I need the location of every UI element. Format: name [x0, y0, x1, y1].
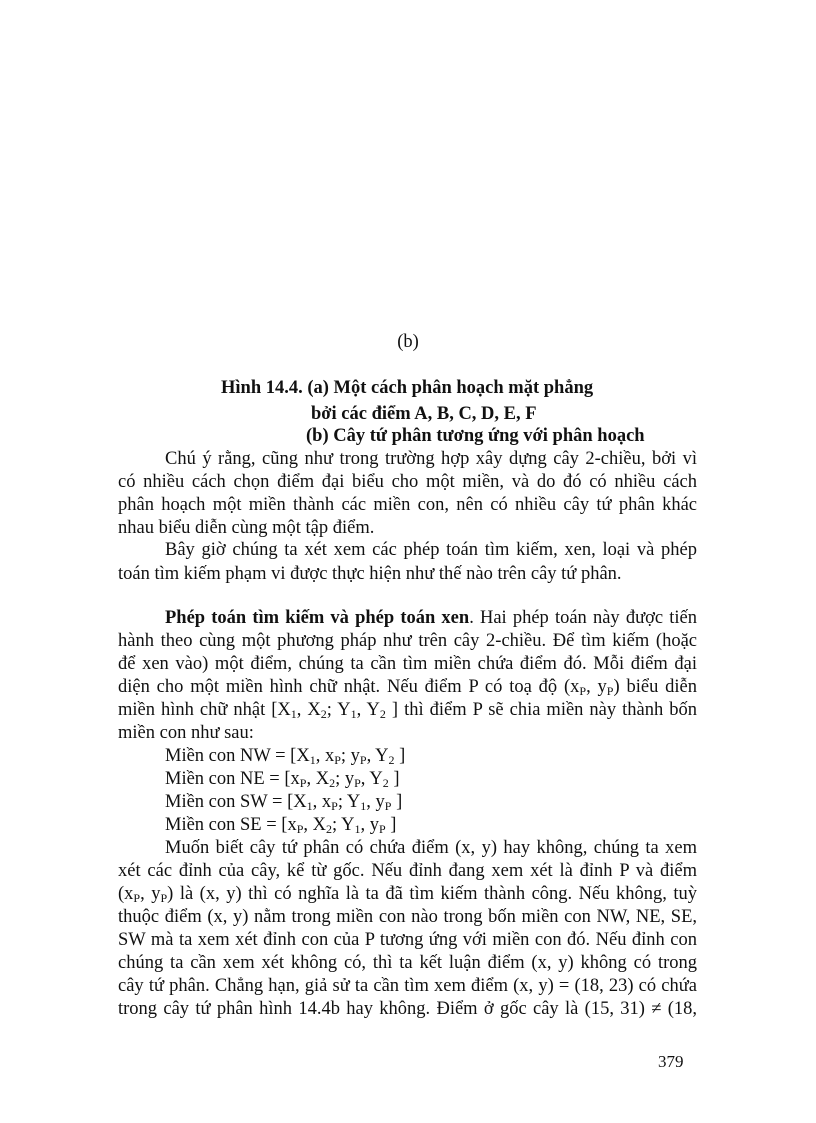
paragraph-2-line-2: toán tìm kiếm phạm vi được thực hiện như thế nào trên cây tứ phân. [118, 564, 622, 584]
paragraph-4-line-7: cây tứ phân. Chẳng hạn, giả sử ta cần tìm xem điểm (x, y) = (18, 23) có chứa [118, 976, 697, 996]
figure-caption-line-2: bởi các điểm A, B, C, D, E, F [311, 404, 537, 424]
paragraph-4-line-6: chúng ta cần xem xét không có, thì ta kết luận điểm (x, y) không có trong [118, 953, 697, 973]
page-number: 379 [658, 1052, 684, 1071]
paragraph-3-line-4: diện cho một miền hình chữ nhật. Nếu điểm P có toạ độ ($x_P$, $y_P$) biểu diễn [118, 677, 698, 698]
paragraph-2-line-1: Bây giờ chúng ta xét xem các phép toán tìm kiếm, xen, loại và phép [165, 540, 697, 560]
paragraph-3-line-6: miền con như sau: [118, 723, 254, 743]
paragraph-3-line-3: để xen vào) một điểm, chúng ta cần tìm miền chứa điểm đó. Mỗi điểm đại [118, 654, 697, 674]
paragraph-4-line-2: xét các đỉnh của cây, kể từ gốc. Nếu đỉnh đang xem xét là đỉnh P và điểm [118, 861, 697, 881]
paragraph-4-line-5: SW mà ta xem xét đỉnh con của P tương ứng với miền con đó. Nếu đỉnh con [118, 930, 697, 950]
paragraph-4-line-3: ($x_P$, $y_P$) là (x, y) thì có nghĩa là ta đã tìm kiếm thành công. Nếu không, tuỳ [118, 884, 697, 905]
paragraph-3-line-1: Phép toán tìm kiếm và phép toán xen. Hai phép toán này được tiến [165, 608, 698, 628]
paragraph-4-line-4: thuộc điểm (x, y) nằm trong miền con nào trong bốn miền con NW, NE, SE, [118, 907, 697, 927]
figure-caption-line-1: Hình 14.4. (a) Một cách phân hoạch mặt phẳng [221, 378, 594, 398]
figure-caption-line-3: (b) Cây tứ phân tương ứng với phân hoạch [306, 426, 645, 446]
paragraph-3-line-5: miền hình chữ nhật [$X_1$, $X_2$; $Y_1$, $Y_2$ ] thì điểm P sẽ chia miền này thành bốn [118, 700, 697, 721]
paragraph-1-line-4: nhau biểu diễn cùng một tập điểm. [118, 518, 375, 538]
paragraph-1-line-3: phân hoạch một miền thành các miền con, nên có nhiều cây tứ phân khác [118, 495, 697, 515]
paragraph-1-line-2: có nhiều cách chọn điểm đại biểu cho một miền, và do đó có nhiều cách [118, 472, 697, 492]
region-ne: Miền con NE = [$x_P$, $X_2$; $y_P$, $Y_2$ ] [165, 769, 400, 790]
figure-label: (b) [397, 332, 419, 352]
region-se: Miền con SE = [$x_P$, $X_2$; $Y_1$, $y_P$ ] [165, 815, 397, 836]
paragraph-1-line-1: Chú ý rằng, cũng như trong trường hợp xây dựng cây 2-chiều, bởi vì [165, 449, 697, 469]
paragraph-4-line-8: trong cây tứ phân hình 14.4b hay không. Điểm ở gốc cây là (15, 31) ≠ (18, [118, 999, 697, 1019]
region-nw: Miền con NW = [$X_1$, $x_P$; $y_P$, $Y_2$ ] [165, 746, 406, 767]
paragraph-4-line-1: Muốn biết cây tứ phân có chứa điểm (x, y) hay không, chúng ta xem [165, 838, 697, 858]
paragraph-3-line-2: hành theo cùng một phương pháp như trên cây 2-chiều. Để tìm kiếm (hoặc [118, 631, 697, 651]
section-heading: Phép toán tìm kiếm và phép toán xen [165, 608, 470, 628]
region-sw: Miền con SW = [$X_1$, $x_P$; $Y_1$, $y_P$ ] [165, 792, 403, 813]
